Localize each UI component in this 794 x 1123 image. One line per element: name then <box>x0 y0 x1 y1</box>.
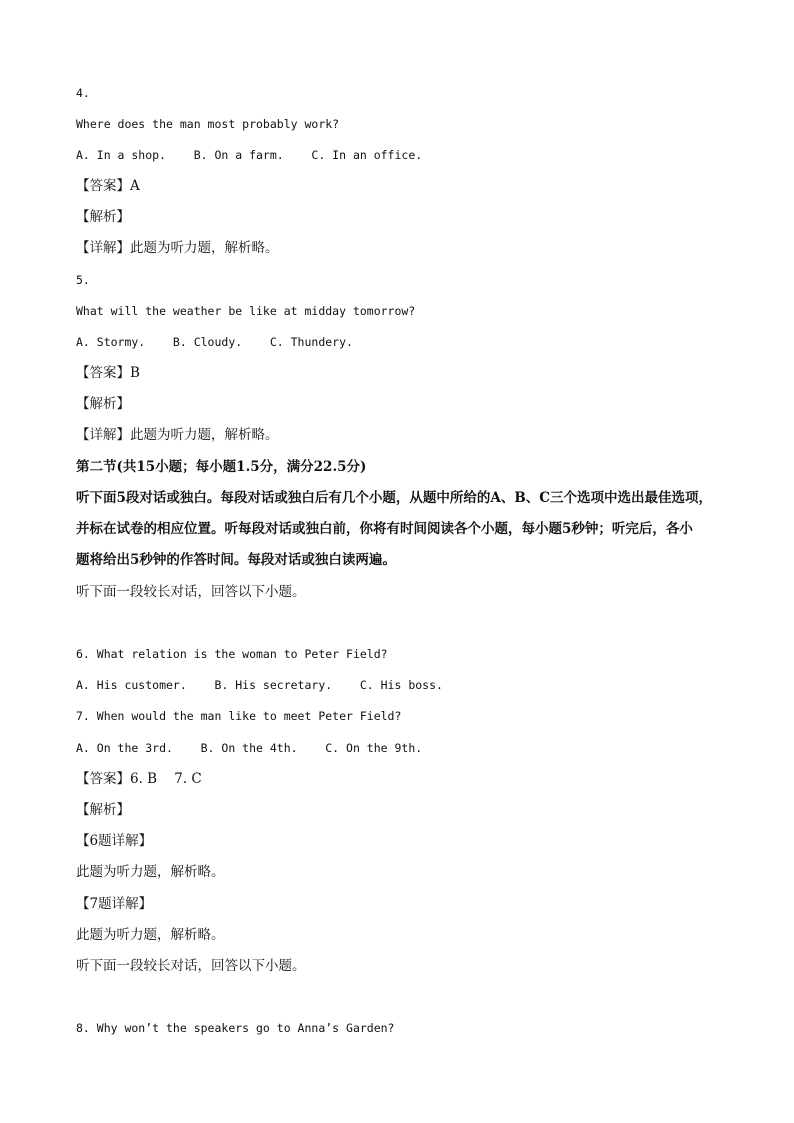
section-heading: 第二节(共15小题；每小题1.5分，满分22.5分) <box>76 459 367 475</box>
detail-4: 【详解】此题为听力题，解析略。 <box>76 240 279 256</box>
section-instructions-line-1: 听下面5段对话或独白。每段对话或独白后有几个小题，从题中所给的A、B、C三个选项中选出最佳选项， <box>76 490 713 506</box>
answer-4: 【答案】A <box>76 178 140 194</box>
question-4-options: A. In a shop. B. On a farm. C. In an office. <box>76 148 423 162</box>
analysis-label-4: 【解析】 <box>76 209 130 225</box>
question-6-options: A. His customer. B. His secretary. C. His boss. <box>76 678 443 692</box>
answer-5: 【答案】B <box>76 365 140 381</box>
question-number-5: 5. <box>76 273 90 287</box>
question-number-4: 4. <box>76 86 90 100</box>
section-instructions-line-2: 并标在试卷的相应位置。听每段对话或独白前，你将有时间阅读各个小题，每小题5秒钟；听完后，各小 <box>76 521 693 537</box>
dialogue-intro-2: 听下面一段较长对话，回答以下小题。 <box>76 958 306 974</box>
detail-7-heading: 【7题详解】 <box>76 896 153 912</box>
detail-7-text: 此题为听力题，解析略。 <box>76 927 225 943</box>
answer-6-7: 【答案】6. B 7. C <box>76 771 202 787</box>
question-8-text: 8. Why won’t the speakers go to Anna’s Garden? <box>76 1021 395 1035</box>
detail-6-heading: 【6题详解】 <box>76 833 153 849</box>
dialogue-intro-1: 听下面一段较长对话，回答以下小题。 <box>76 584 306 600</box>
analysis-label-6-7: 【解析】 <box>76 802 130 818</box>
question-5-text: What will the weather be like at midday tomorrow? <box>76 304 416 318</box>
question-7-options: A. On the 3rd. B. On the 4th. C. On the 9th. <box>76 741 423 755</box>
section-instructions-line-3: 题将给出5秒钟的作答时间。每段对话或独白读两遍。 <box>76 552 396 568</box>
question-7-text: 7. When would the man like to meet Peter Field? <box>76 709 402 723</box>
detail-6-text: 此题为听力题，解析略。 <box>76 864 225 880</box>
question-5-options: A. Stormy. B. Cloudy. C. Thundery. <box>76 335 353 349</box>
detail-5: 【详解】此题为听力题，解析略。 <box>76 427 279 443</box>
question-6-text: 6. What relation is the woman to Peter Field? <box>76 647 388 661</box>
analysis-label-5: 【解析】 <box>76 396 130 412</box>
question-4-text: Where does the man most probably work? <box>76 117 340 131</box>
